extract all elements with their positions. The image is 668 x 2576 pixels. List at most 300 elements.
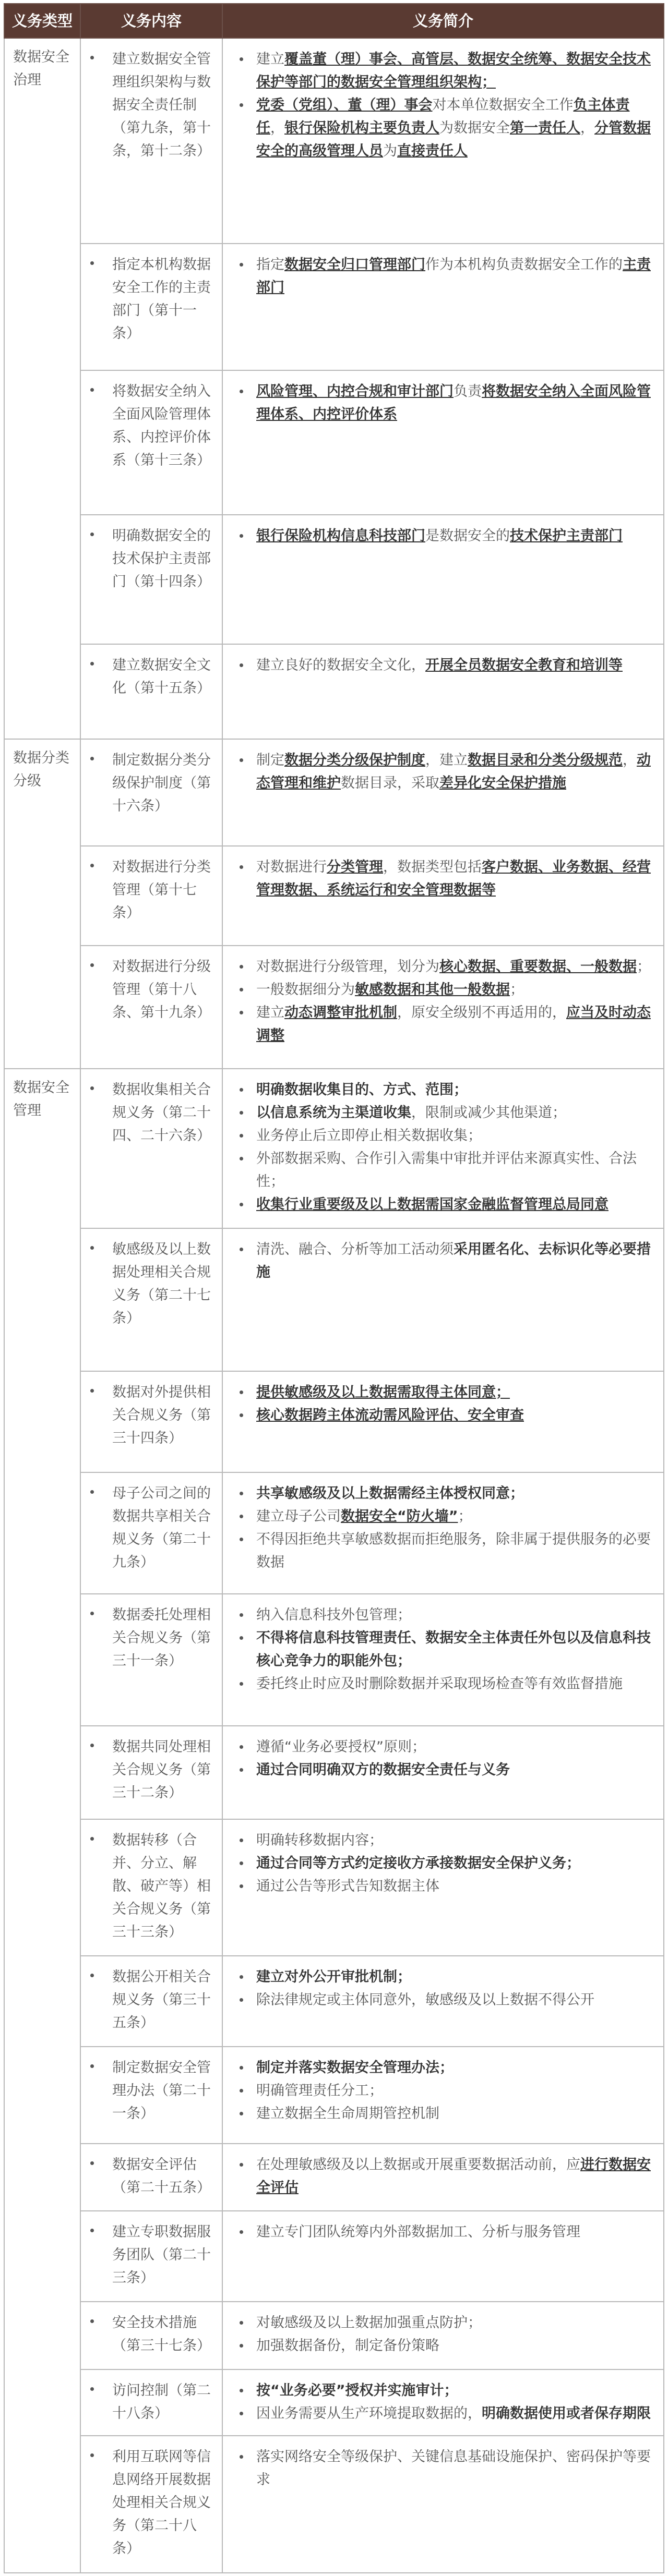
- table-body: [4, 38, 664, 2573]
- bullet-icon: [240, 2112, 243, 2115]
- obligation-summary-cell: [222, 370, 664, 515]
- bullet-icon: [90, 533, 94, 536]
- table-row: [4, 2302, 664, 2369]
- summary-line: [223, 253, 656, 299]
- summary-line: [223, 94, 656, 163]
- obligations-table: [4, 3, 664, 2573]
- bullet-icon: [240, 1203, 243, 1206]
- table-row: [4, 1594, 664, 1726]
- plain-text: 落实网络安全等级保护、关键信息基础设施保护、密码保护等要求: [256, 2449, 651, 2488]
- obligation-summary-cell: [222, 1228, 664, 1371]
- plain-text: 为: [383, 143, 397, 159]
- summary-line: [223, 1829, 656, 1852]
- plain-text: 加强数据备份，制定备份策略: [256, 2337, 439, 2354]
- emphasis-text: 分类管理: [327, 859, 383, 876]
- bullet-icon: [240, 1682, 243, 1686]
- obligation-content-cell: [80, 2436, 222, 2573]
- bullet-icon: [90, 864, 94, 867]
- emphasis-text: 银行保险机构信息科技部门: [256, 527, 425, 544]
- emphasis-text: 差异化安全保护措施: [439, 775, 566, 792]
- table-row: [4, 1819, 664, 1956]
- summary-line: [223, 2154, 656, 2199]
- bullet-icon: [240, 103, 243, 107]
- bullet-icon: [240, 2321, 243, 2325]
- summary-line: [223, 2079, 656, 2102]
- obligation-content-cell: [80, 739, 222, 846]
- bullet-icon: [90, 56, 94, 59]
- emphasis-text: 直接责任人: [397, 143, 468, 159]
- bullet-icon: [240, 1088, 243, 1092]
- bullet-icon: [240, 663, 243, 667]
- bold-text: [256, 51, 651, 90]
- bold-text: 建立对外公开审批机制；: [256, 1969, 411, 1986]
- summary-line: [223, 1001, 656, 1047]
- obligation-summary-cell: [222, 1069, 664, 1228]
- obligation-content-cell: [80, 370, 222, 515]
- obligation-content-text: 建立数据安全管理组织架构与数据安全责任制（第九条，第十条，第十二条）: [112, 51, 211, 159]
- obligation-content-text: 指定本机构数据安全工作的主责部门（第十一条）: [112, 256, 211, 342]
- plain-text: ；: [458, 1508, 472, 1525]
- table-row: [4, 1956, 664, 2047]
- emphasis-text: 将数据安全纳入全面风险管理体系、内控评价体系: [256, 383, 651, 422]
- table-row: [4, 515, 664, 644]
- summary-line: [223, 1102, 656, 1124]
- obligation-content-text: 对数据进行分级管理（第十八条、第十九条）: [112, 959, 211, 1021]
- plain-text: 在处理敏感级及以上数据或开展重要数据活动前，应: [256, 2156, 580, 2173]
- bullet-icon: [90, 2064, 94, 2068]
- obligation-content-cell: [80, 846, 222, 946]
- bullet-icon: [240, 1538, 243, 1541]
- table-row: [4, 1371, 664, 1472]
- obligation-summary-cell: [222, 1371, 664, 1472]
- summary-line: [223, 856, 656, 902]
- category-cell: [4, 739, 80, 1068]
- bullet-icon: [90, 1744, 94, 1747]
- summary-line: [223, 1852, 656, 1875]
- table-row: [4, 38, 664, 244]
- summary-line: [223, 1147, 656, 1193]
- summary-line: [223, 2102, 656, 2125]
- header-obligation-type: 义务类型: [4, 4, 80, 38]
- summary-line: [223, 525, 656, 548]
- obligation-content-text: 访问控制（第二十八条）: [112, 2383, 211, 2422]
- obligation-content-cell: [80, 1956, 222, 2047]
- bullet-icon: [90, 2319, 94, 2323]
- header-row: [4, 4, 664, 38]
- table-row: [4, 1726, 664, 1819]
- emphasis-text: 核心数据、重要数据、一般数据: [439, 959, 637, 975]
- category-cell: [4, 38, 80, 739]
- bold-text: 共享敏感级及以上数据需经主体授权同意；: [256, 1485, 524, 1502]
- bullet-icon: [240, 2389, 243, 2392]
- bold-text: [468, 752, 623, 768]
- plain-text: 数据目录，采取: [341, 775, 439, 792]
- plain-text: 作为本机构负责数据安全工作的: [425, 256, 623, 273]
- summary-line: [223, 749, 656, 795]
- plain-text: 建立母子公司: [256, 1508, 341, 1525]
- summary-line: [223, 1627, 656, 1673]
- emphasis-text: 数据安全归口管理部门: [284, 256, 425, 273]
- bullet-icon: [240, 1998, 243, 2002]
- plain-text: 通过公告等形式告知数据主体: [256, 1878, 439, 1894]
- bullet-icon: [240, 1492, 243, 1495]
- bullet-icon: [90, 261, 94, 265]
- summary-line: [223, 1875, 656, 1898]
- obligation-content-cell: [80, 1228, 222, 1371]
- obligation-content-cell: [80, 2144, 222, 2211]
- summary-line: [223, 1736, 656, 1759]
- summary-line: [223, 1124, 656, 1147]
- plain-text: 建立: [256, 1005, 284, 1021]
- plain-text: 明确管理责任分工；: [256, 2083, 383, 2099]
- plain-text: ，限制或减少其他渠道；: [411, 1104, 566, 1121]
- obligation-content-text: 数据委托处理相关合规义务（第三十一条）: [112, 1607, 211, 1670]
- bold-text: [341, 1508, 458, 1525]
- obligation-content-text: 对数据进行分类管理（第十七条）: [112, 859, 211, 922]
- summary-line: [223, 1193, 656, 1216]
- header-obligation-summary: 义务简介: [222, 4, 664, 38]
- plain-text: 对数据进行分级管理，划分为: [256, 959, 439, 975]
- plain-text: 建立专门团队统筹内外部数据加工、分析与服务管理: [256, 2223, 580, 2240]
- bullet-icon: [90, 2161, 94, 2165]
- emphasis-text: 数据分类分级保护制度: [284, 752, 425, 769]
- bullet-icon: [90, 1246, 94, 1250]
- bold-text: 按“业务必要”授权并实施审计；: [256, 2383, 458, 2399]
- plain-text: ，原安全级别不再适用的，: [397, 1005, 566, 1021]
- emphasis-text: 提供敏感级及以上数据需取得主体同意；: [256, 1384, 510, 1400]
- emphasis-text: 覆盖董（理）事会、高管层、数据安全统筹、数据安全技术保护等部门的数据安全管理组织架构；: [256, 51, 651, 90]
- summary-line: [223, 2335, 656, 2357]
- emphasis-text: 第一责任人: [510, 120, 580, 136]
- bullet-icon: [240, 1636, 243, 1640]
- table-row: [4, 2047, 664, 2143]
- obligation-summary-cell: [222, 739, 664, 846]
- obligation-content-cell: [80, 2211, 222, 2302]
- emphasis-text: 核心数据跨主体流动需风险评估、安全审查: [256, 1407, 524, 1423]
- bold-text: [256, 383, 454, 400]
- plain-text: 对敏感级及以上数据加强重点防护；: [256, 2314, 482, 2331]
- bullet-icon: [240, 2230, 243, 2234]
- bold-text: 以信息系统为主渠道收集: [256, 1104, 411, 1121]
- emphasis-text: 分管数据安全的高级管理人员: [256, 120, 651, 159]
- plain-text: 除法律规定或主体同意外，敏感级及以上数据不得公开: [256, 1992, 594, 2009]
- bullet-icon: [240, 758, 243, 762]
- obligation-content-text: 将数据安全纳入全面风险管理体系、内控评价体系（第十三条）: [112, 383, 211, 468]
- obligation-summary-cell: [222, 2047, 664, 2143]
- obligation-content-text: 明确数据安全的技术保护主责部门（第十四条）: [112, 527, 211, 590]
- table-row: [4, 2211, 664, 2302]
- summary-line: [223, 1604, 656, 1627]
- bullet-icon: [90, 963, 94, 967]
- bullet-icon: [240, 1768, 243, 1772]
- obligation-content-text: 数据收集相关合规义务（第二十四、二十六条）: [112, 1081, 211, 1144]
- bold-text: 明确数据收集目的、方式、范围；: [256, 1081, 468, 1098]
- obligation-summary-cell: [222, 1594, 664, 1726]
- bold-text: [439, 775, 566, 791]
- emphasis-text: 银行保险机构主要负责人: [284, 120, 439, 136]
- plain-text: 是数据安全的: [425, 527, 510, 544]
- bullet-icon: [90, 2229, 94, 2232]
- summary-line: [223, 654, 656, 677]
- category-label: 数据分类分级: [13, 750, 69, 790]
- plain-text: ，: [580, 120, 594, 136]
- bullet-icon: [240, 2455, 243, 2459]
- obligation-content-text: 建立数据安全文化（第十五条）: [112, 657, 211, 696]
- obligation-content-text: 数据公开相关合规义务（第三十五条）: [112, 1969, 211, 2031]
- plain-text: ，: [623, 752, 637, 769]
- emphasis-text: 收集行业重要级及以上数据需国家金融监督管理总局同意: [256, 1196, 609, 1213]
- bullet-icon: [240, 2089, 243, 2093]
- summary-line: [223, 1079, 656, 1102]
- emphasis-text: 开展全员数据安全教育和培训等: [425, 657, 623, 673]
- bold-text: [510, 120, 580, 136]
- bold-text: [284, 120, 439, 136]
- plain-text: 对数据进行: [256, 859, 327, 876]
- emphasis-text: 数据目录和分类分级规范: [468, 752, 623, 769]
- bold-text: [256, 528, 425, 544]
- bullet-icon: [240, 1884, 243, 1888]
- category-label: 数据安全治理: [13, 49, 69, 88]
- obligation-content-text: 安全技术措施（第三十七条）: [112, 2314, 211, 2354]
- emphasis-text: 风险管理、内控合规和审计部门: [256, 383, 454, 400]
- obligation-content-cell: [80, 1819, 222, 1956]
- summary-line: [223, 1528, 656, 1574]
- obligation-summary-cell: [222, 1819, 664, 1956]
- bullet-icon: [240, 1248, 243, 1251]
- summary-line: [223, 2312, 656, 2335]
- summary-line: [223, 2221, 656, 2244]
- summary-line: [223, 2379, 656, 2402]
- obligation-summary-cell: [222, 846, 664, 946]
- obligation-content-cell: [80, 1726, 222, 1819]
- bold-text: [425, 657, 623, 673]
- header-obligation-content: 义务内容: [80, 4, 222, 38]
- plain-text: 外部数据采购、合作引入需集中审批并评估来源真实性、合法性；: [256, 1150, 637, 1190]
- bold-text: [284, 257, 425, 273]
- bullet-icon: [90, 662, 94, 666]
- plain-text: 业务停止后立即停止相关数据收集；: [256, 1127, 482, 1144]
- bullet-icon: [240, 263, 243, 267]
- bullet-icon: [240, 534, 243, 538]
- bullet-icon: [240, 1134, 243, 1138]
- summary-line: [223, 1404, 656, 1427]
- obligation-content-cell: [80, 2302, 222, 2369]
- summary-line: [223, 1238, 656, 1284]
- obligation-content-cell: [80, 1594, 222, 1726]
- emphasis-text: 技术保护主责部门: [510, 527, 623, 544]
- bullet-icon: [240, 1413, 243, 1417]
- plain-text: 制定: [256, 752, 284, 769]
- obligation-summary-cell: [222, 946, 664, 1068]
- plain-text: ；: [510, 982, 524, 998]
- obligation-content-text: 数据安全评估（第二十五条）: [112, 2156, 211, 2196]
- table-row: [4, 846, 664, 946]
- obligation-content-text: 建立专职数据服务团队（第二十三条）: [112, 2223, 211, 2286]
- bullet-icon: [90, 1389, 94, 1393]
- plain-text: 对本单位数据安全工作: [432, 97, 574, 113]
- bold-text: 采用匿名化、去标识化等必要措施: [256, 1241, 651, 1280]
- summary-line: [223, 2446, 656, 2492]
- bold-text: [256, 1384, 510, 1400]
- bullet-icon: [90, 1612, 94, 1615]
- table-row: [4, 739, 664, 846]
- plain-text: 建立良好的数据安全文化，: [256, 657, 425, 673]
- bullet-icon: [240, 1157, 243, 1160]
- plain-text: 建立数据全生命周期管控机制: [256, 2106, 439, 2122]
- obligation-summary-cell: [222, 1956, 664, 2047]
- table-row: [4, 1069, 664, 1228]
- obligation-content-text: 数据共同处理相关合规义务（第三十二条）: [112, 1739, 211, 1801]
- plain-text: 纳入信息科技外包管理；: [256, 1607, 411, 1624]
- bold-text: [439, 959, 637, 975]
- plain-text: 建立: [256, 51, 284, 67]
- plain-text: 指定: [256, 256, 284, 273]
- bullet-icon: [240, 1745, 243, 1749]
- summary-line: [223, 978, 656, 1001]
- emphasis-text: 数据安全“防火墙”: [341, 1508, 458, 1525]
- obligation-content-text: 数据对外提供相关合规义务（第三十四条）: [112, 1384, 211, 1446]
- bullet-icon: [240, 988, 243, 991]
- obligation-summary-cell: [222, 2436, 664, 2573]
- summary-line: [223, 1482, 656, 1505]
- obligation-content-text: 制定数据安全管理办法（第二十一条）: [112, 2060, 211, 2122]
- plain-text: 明确转移数据内容；: [256, 1832, 383, 1848]
- bullet-icon: [240, 390, 243, 393]
- obligation-summary-cell: [222, 2369, 664, 2436]
- obligation-summary-cell: [222, 2144, 664, 2211]
- bullet-icon: [90, 388, 94, 392]
- plain-text: 委托终止时应及时删除数据并采取现场检查等有效监督措施: [256, 1676, 623, 1692]
- bullet-icon: [240, 1515, 243, 1518]
- table-row: [4, 946, 664, 1068]
- emphasis-text: 进行数据安全评估: [256, 2156, 651, 2196]
- summary-line: [223, 1381, 656, 1404]
- obligation-content-cell: [80, 244, 222, 370]
- obligation-content-cell: [80, 2369, 222, 2436]
- bullet-icon: [240, 2412, 243, 2415]
- category-cell: [4, 1069, 80, 2573]
- summary-line: [223, 2402, 656, 2425]
- bold-text: [284, 752, 425, 768]
- plain-text: 一般数据细分为: [256, 982, 355, 998]
- plain-text: 清洗、融合、分析等加工活动须: [256, 1241, 454, 1257]
- emphasis-text: 敏感数据和其他一般数据: [355, 982, 510, 998]
- obligation-content-cell: [80, 1069, 222, 1228]
- bullet-icon: [240, 57, 243, 61]
- bullet-icon: [240, 1839, 243, 1842]
- plain-text: 为数据安全: [439, 120, 510, 136]
- bullet-icon: [90, 757, 94, 760]
- bullet-icon: [240, 1011, 243, 1014]
- plain-text: 负责: [454, 383, 482, 400]
- bullet-icon: [240, 1975, 243, 1979]
- bullet-icon: [90, 2387, 94, 2391]
- table-row: [4, 2436, 664, 2573]
- summary-line: [223, 956, 656, 978]
- obligation-content-cell: [80, 1472, 222, 1594]
- bullet-icon: [240, 2163, 243, 2167]
- bullet-icon: [90, 1490, 94, 1494]
- bold-text: [256, 97, 433, 113]
- summary-line: [223, 48, 656, 94]
- bold-text: [355, 982, 510, 998]
- plain-text: ，建立: [425, 752, 468, 769]
- bold-text: 明确数据使用或者保存期限: [482, 2405, 651, 2422]
- plain-text: ，数据类型包括: [383, 859, 482, 876]
- bold-text: 通过合同明确双方的数据安全责任与义务: [256, 1762, 510, 1779]
- bold-text: [256, 1196, 609, 1213]
- bold-text: 通过合同等方式约定接收方承接数据安全保护义务；: [256, 1855, 580, 1871]
- bullet-icon: [90, 1086, 94, 1090]
- bold-text: 制定并落实数据安全管理办法；: [256, 2060, 454, 2076]
- obligation-content-text: 利用互联网等信息网络开展数据处理相关合规义务（第二十八条）: [112, 2449, 211, 2557]
- summary-line: [223, 2057, 656, 2079]
- table-row: [4, 370, 664, 515]
- summary-line: [223, 1759, 656, 1782]
- bullet-icon: [240, 1111, 243, 1115]
- emphasis-text: 应当及时动态调整: [256, 1005, 651, 1044]
- summary-line: [223, 1673, 656, 1696]
- obligation-content-text: 母子公司之间的数据共享相关合规义务（第二十九条）: [112, 1485, 211, 1570]
- table-row: [4, 1228, 664, 1371]
- emphasis-text: 动态调整审批机制: [284, 1005, 397, 1021]
- obligation-content-text: 数据转移（合并、分立、解散、破产等）相关合规义务（第三十三条）: [112, 1832, 211, 1940]
- bullet-icon: [240, 865, 243, 869]
- obligation-content-cell: [80, 644, 222, 739]
- obligation-summary-cell: [222, 1472, 664, 1594]
- bold-text: [327, 859, 383, 875]
- bullet-icon: [90, 1837, 94, 1841]
- obligation-summary-cell: [222, 515, 664, 644]
- category-label: 数据安全管理: [13, 1079, 69, 1119]
- emphasis-text: 动态管理和维护: [256, 752, 651, 792]
- obligation-summary-cell: [222, 38, 664, 244]
- bold-text: [284, 1005, 397, 1021]
- obligation-content-text: 制定数据分类分级保护制度（第十六条）: [112, 752, 211, 815]
- obligation-content-text: 敏感级及以上数据处理相关合规义务（第二十七条）: [112, 1241, 211, 1326]
- summary-line: [223, 1505, 656, 1528]
- obligation-summary-cell: [222, 244, 664, 370]
- emphasis-text: 客户数据、业务数据、经营管理数据、系统运行和安全管理数据等: [256, 859, 651, 899]
- table-row: [4, 1472, 664, 1594]
- bullet-icon: [240, 1861, 243, 1865]
- table-row: [4, 2369, 664, 2436]
- bullet-icon: [240, 2066, 243, 2070]
- emphasis-text: 主责部门: [256, 256, 651, 296]
- bold-text: [256, 1407, 524, 1423]
- bullet-icon: [90, 2453, 94, 2457]
- plain-text: 遵循“业务必要授权”原则；: [256, 1739, 426, 1756]
- plain-text: 因业务需要从生产环境提取数据的，: [256, 2405, 482, 2422]
- plain-text: ；: [637, 959, 651, 975]
- summary-line: [223, 1966, 656, 1989]
- summary-line: [223, 1989, 656, 2012]
- bullet-icon: [240, 2344, 243, 2348]
- bullet-icon: [90, 1974, 94, 1977]
- bullet-icon: [240, 965, 243, 969]
- plain-text: ，: [270, 120, 284, 136]
- table-row: [4, 244, 664, 370]
- obligation-content-cell: [80, 38, 222, 244]
- emphasis-text: 负主体责任: [256, 97, 630, 136]
- obligation-content-cell: [80, 2047, 222, 2143]
- bold-text: 不得将信息科技管理责任、数据安全主体责任外包以及信息科技核心竞争力的职能外包；: [256, 1630, 651, 1670]
- table-row: [4, 2144, 664, 2211]
- obligation-content-cell: [80, 1371, 222, 1472]
- obligation-content-cell: [80, 946, 222, 1068]
- emphasis-text: 党委（党组）、董（理）事会: [256, 97, 433, 113]
- obligation-summary-cell: [222, 644, 664, 739]
